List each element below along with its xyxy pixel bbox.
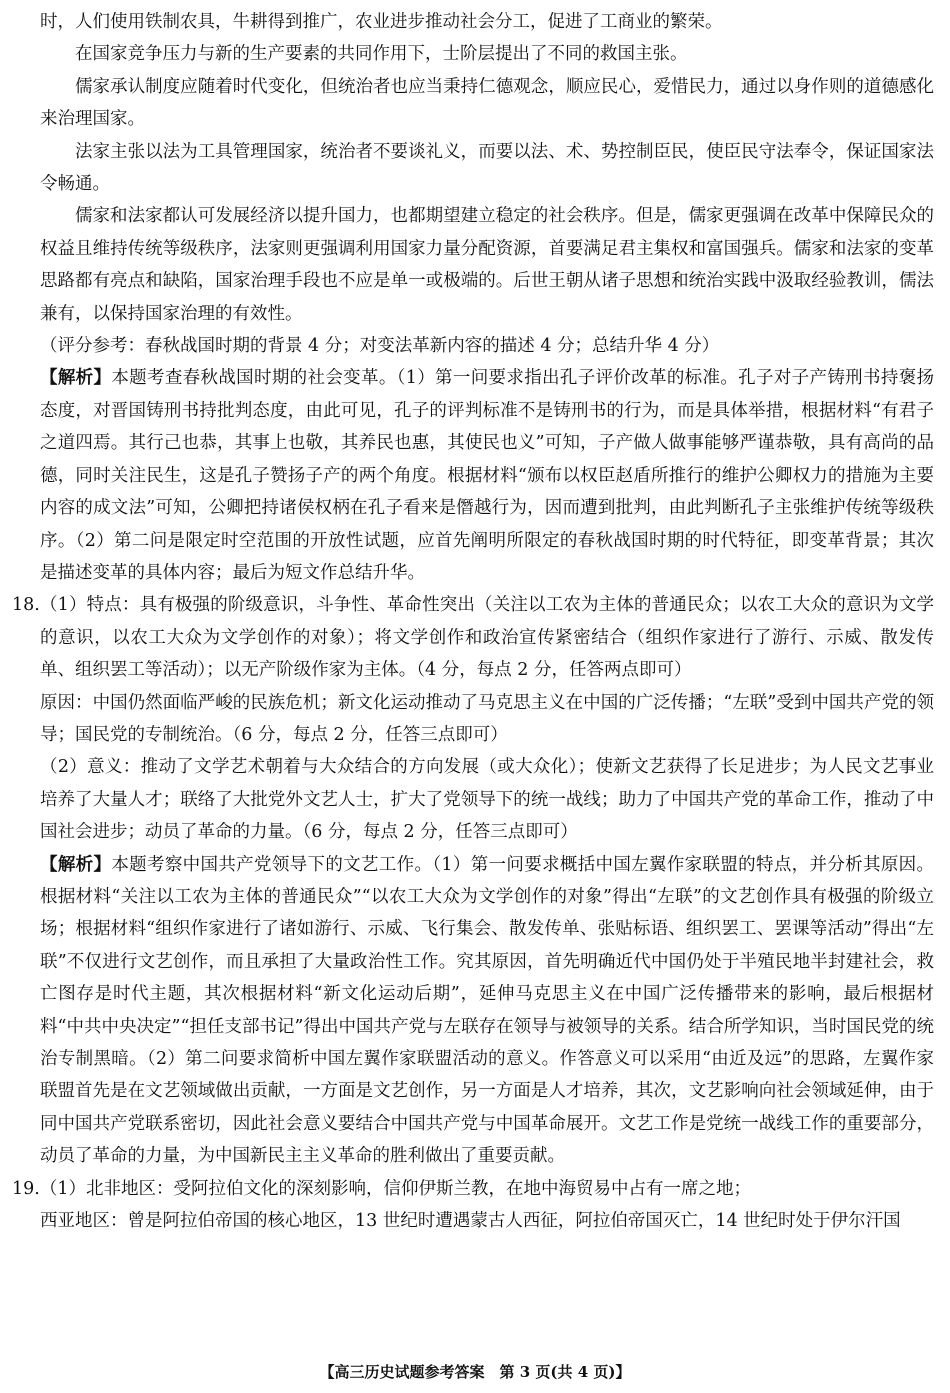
question-number-18: 18.	[12, 595, 40, 616]
footer-title: 【高三历史试题参考答案	[319, 1363, 485, 1381]
analysis-paragraph-q18	[40, 849, 934, 1173]
answer-q19-westasia: 西亚地区：曾是阿拉伯帝国的核心地区，13 世纪时遭遇蒙古人西征，阿拉伯帝国灭亡，14 世纪时处于伊尔汗国	[40, 1211, 901, 1232]
page-footer	[0, 1361, 950, 1382]
answer-text: （1）北非地区：受阿拉伯文化的深刻影响，信仰伊斯兰教，在地中海贸易中占有一席之地；	[39, 1178, 751, 1199]
analysis-text: 本题考查春秋战国时期的社会变革。（1）第一问要求指出孔子评价改革的标准。孔子对子产铸刑书持褒扬态度，对晋国铸刑书持批判态度，由此可见，孔子的评判标准不是铸刑书的行为，而是具体举措，根据材料“有君子之道四焉。其行己也恭，其事上也敬，其养民也惠，其使民也义”可知，子产做人做事能够严谨恭敬，具有高尚的品德，同时关注民生，这是孔子赞扬子产的两个角度。根据材料“颁布以权臣赵盾所推行的维护公卿权力的措施为主要内容的成文法”可知，公卿把持诸侯权柄在孔子看来是僭越行为，因而遭到批判，由此判断孔子主张维护传统等级秩序。（2）第二问是限定时空范围的开放性试题，应首先阐明所限定的春秋战国时期的时代特征，即变革背景；其次是描述变革的具体内容；最后为短文作总结升华。	[40, 368, 935, 583]
analysis-label: 【解析】	[40, 368, 112, 389]
text-paragraph: 在国家竞争压力与新的生产要素的共同作用下，士阶层提出了不同的救国主张。	[75, 44, 688, 65]
answer-q18-reason: 原因：中国仍然面临严峻的民族危机；新文化运动推动了马克思主义在中国的广泛传播；“左联”受到中国共产党的领导；国民党的专制统治。（6 分，每点 2 分，任答三点即可）	[40, 692, 934, 745]
text-paragraph: 法家主张以法为工具管理国家，统治者不要谈礼义，而要以法、术、势控制臣民，使臣民守法奉令，保证国家法令畅通。	[40, 141, 934, 195]
text-paragraph: 儒家和法家都认可发展经济以提升国力，也都期望建立稳定的社会秩序。但是，儒家更强调在改革中保障民众的权益且维持传统等级秩序，法家则更强调利用国家力量分配资源，首要满足君主集权和富国强兵。儒家和法家的变革思路都有亮点和缺陷，国家治理手段也不应是单一或极端的。后世王朝从诸子思想和统治实践中汲取经验教训，儒法兼有，以保持国家治理的有效性。	[40, 206, 934, 324]
footer-page-info: 第 3 页(共 4 页)】	[499, 1363, 631, 1381]
text-paragraph: 儒家承认制度应随着时代变化，但统治者也应当秉持仁德观念，顺应民心，爱惜民力，通过以身作则的道德感化来治理国家。	[40, 76, 934, 130]
analysis-paragraph-q17	[40, 362, 934, 589]
page-content	[12, 6, 935, 1237]
answer-text: （1）特点：具有极强的阶级意识，斗争性、革命性突出（关注以工农为主体的普通民众；以农工大众的意识为文学的意识，以农工大众为文学创作的对象）；将文学创作和政治宣传紧密结合（组织作家进行了游行、示威、散发传单、组织罢工等活动）；以无产阶级作家为主体。（4 分，每点 2 分，任答两点即可）	[39, 595, 934, 681]
analysis-label: 【解析】	[40, 854, 112, 875]
answer-q18-part1	[12, 589, 934, 686]
analysis-text: 本题考察中国共产党领导下的文艺工作。（1）第一问要求概括中国左翼作家联盟的特点，并分析其原因。根据材料“关注以工农为主体的普通民众”“以农工大众为文学创作的对象”得出“左联”的文艺创作具有极强的阶级立场；根据材料“组织作家进行了诸如游行、示威、飞行集会、散发传单、张贴标语、组织罢工、罢课等活动”得出“左联”不仅进行文艺创作，而且承担了大量政治性工作。究其原因，首先明确近代中国仍处于半殖民地半封建社会，救亡图存是时代主题，其次根据材料“新文化运动后期”，延伸马克思主义在中国广泛传播带来的影响，最后根据材料“中共中央决定”“担任支部书记”得出中国共产党与左联存在领导与被领导的关系。结合所学知识，当时国民党的统治专制黑暗。（2）第二问要求简析中国左翼作家联盟活动的意义。作答意义可以采用“由近及远”的思路，左翼作家联盟首先是在文艺领域做出贡献，一方面是文艺创作，另一方面是人才培养，其次，文艺影响向社会领域延伸，由于同中国共产党联系密切，因此社会意义要结合中国共产党与中国革命展开。文艺工作是党统一战线工作的重要部分，动员了革命的力量，为中国新民主主义革命的胜利做出了重要贡献。	[40, 854, 935, 1167]
scoring-note: （评分参考：春秋战国时期的背景 4 分；对变法革新内容的描述 4 分；总结升华 4 分）	[40, 336, 720, 357]
question-number-19: 19.	[12, 1178, 40, 1199]
text-paragraph: 时，人们使用铁制农具，牛耕得到推广，农业进步推动社会分工，促进了工商业的繁荣。	[40, 12, 723, 32]
answer-q19-part1	[12, 1173, 934, 1205]
answer-q18-part2: （2）意义：推动了文学艺术朝着与大众结合的方向发展（或大众化）；使新文艺获得了长足进步；为人民文艺事业培养了大量人才；联络了大批党外文艺人士，扩大了党领导下的统一战线；助力了中国共产党的革命工作，推动了中国社会进步；动员了革命的力量。（6 分，每点 2 分，任答三点即可）	[40, 757, 934, 843]
